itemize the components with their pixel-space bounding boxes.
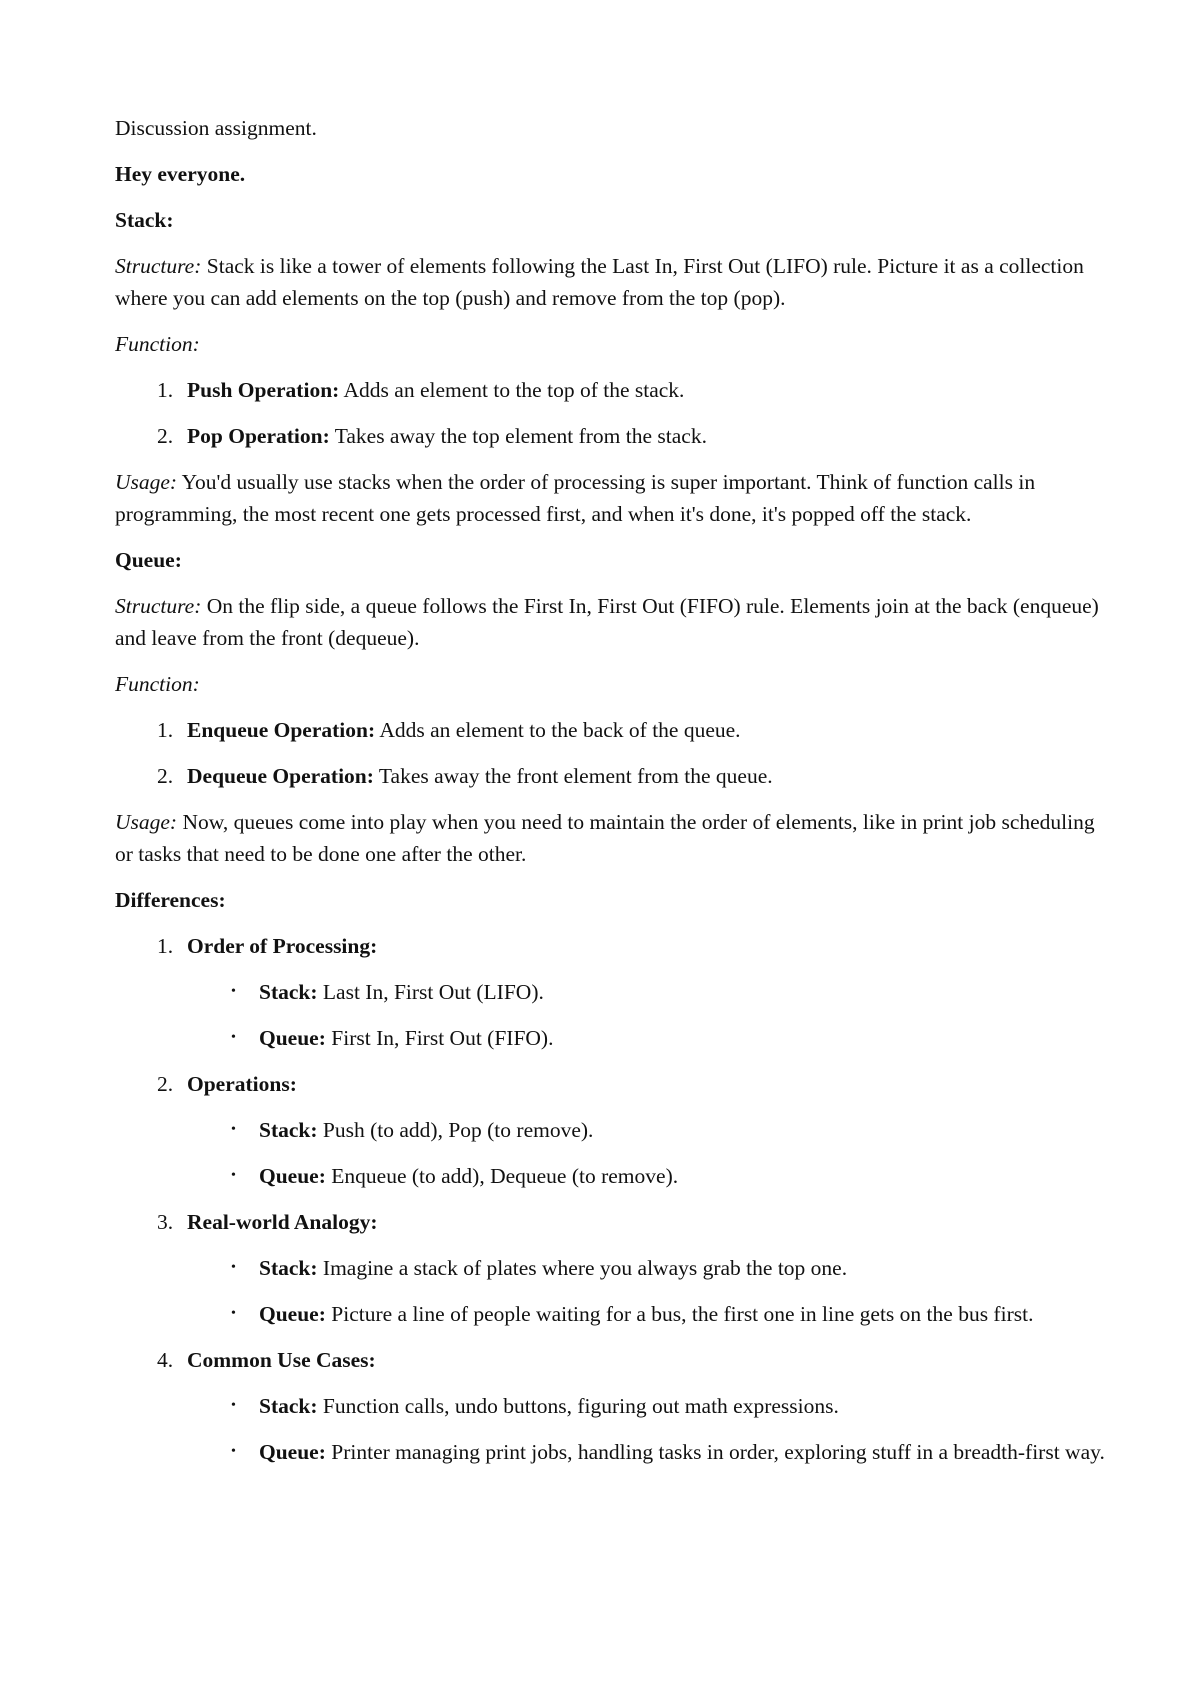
sublist-item <box>187 976 1105 1008</box>
queue-structure-label: Structure: <box>115 594 202 618</box>
queue-operations-list <box>115 714 1105 792</box>
operation-text: Adds an element to the back of the queue. <box>375 718 741 742</box>
sublist-item <box>187 1252 1105 1284</box>
stack-usage-text: You'd usually use stacks when the order of processing is super important. Think of function calls in programming, the most recent one gets processed first, and when it's done, it's popped off the stack. <box>115 470 1036 526</box>
bullet-icon: • <box>231 1030 236 1045</box>
stack-heading: Stack: <box>115 208 174 232</box>
list-item <box>115 714 1105 746</box>
document-header: Discussion assignment. <box>115 116 317 140</box>
sub-text: Function calls, undo buttons, figuring out math expressions. <box>317 1394 839 1418</box>
list-item <box>115 930 1105 1054</box>
list-number: 2. <box>157 424 174 448</box>
sublist-item <box>187 1160 1105 1192</box>
sub-text: Imagine a stack of plates where you always grab the top one. <box>317 1256 848 1280</box>
difference-title: Operations: <box>187 1072 297 1096</box>
sublist-item <box>187 1436 1105 1468</box>
difference-sublist <box>187 976 1105 1054</box>
difference-title: Real-world Analogy: <box>187 1210 378 1234</box>
list-number: 1. <box>157 378 174 402</box>
sub-label: Queue: <box>259 1440 326 1464</box>
operation-label: Pop Operation: <box>187 424 330 448</box>
stack-usage-paragraph <box>115 466 1105 530</box>
differences-heading: Differences: <box>115 888 226 912</box>
list-item <box>115 374 1105 406</box>
stack-structure-paragraph <box>115 250 1105 314</box>
list-number: 3. <box>157 1210 174 1234</box>
stack-function-label: Function: <box>115 332 200 356</box>
stack-usage-label: Usage: <box>115 470 178 494</box>
sub-label: Stack: <box>259 1256 318 1280</box>
stack-structure-label: Structure: <box>115 254 202 278</box>
bullet-icon: • <box>231 1306 236 1321</box>
sub-text: Last In, First Out (LIFO). <box>317 980 544 1004</box>
operation-text: Takes away the top element from the stack. <box>329 424 707 448</box>
list-item <box>115 420 1105 452</box>
bullet-icon: • <box>231 1122 236 1137</box>
stack-operations-list <box>115 374 1105 452</box>
difference-title: Common Use Cases: <box>187 1348 376 1372</box>
queue-structure-paragraph <box>115 590 1105 654</box>
sub-label: Stack: <box>259 1118 318 1142</box>
sub-label: Queue: <box>259 1164 326 1188</box>
list-item <box>115 1206 1105 1330</box>
operation-label: Enqueue Operation: <box>187 718 376 742</box>
sub-text: First In, First Out (FIFO). <box>325 1026 554 1050</box>
bullet-icon: • <box>231 1168 236 1183</box>
sub-label: Queue: <box>259 1026 326 1050</box>
difference-sublist <box>187 1390 1105 1468</box>
sublist-item <box>187 1390 1105 1422</box>
operation-text: Takes away the front element from the queue. <box>373 764 773 788</box>
list-number: 2. <box>157 1072 174 1096</box>
difference-title: Order of Processing: <box>187 934 378 958</box>
bullet-icon: • <box>231 1444 236 1459</box>
queue-function-label: Function: <box>115 672 200 696</box>
queue-structure-text: On the flip side, a queue follows the First In, First Out (FIFO) rule. Elements join at the back (enqueue) and leave from the front (dequeue). <box>115 594 1099 650</box>
sub-text: Enqueue (to add), Dequeue (to remove). <box>325 1164 679 1188</box>
list-item <box>115 760 1105 792</box>
list-number: 1. <box>157 718 174 742</box>
list-item <box>115 1068 1105 1192</box>
sub-text: Picture a line of people waiting for a bus, the first one in line gets on the bus first. <box>325 1302 1034 1326</box>
operation-label: Push Operation: <box>187 378 340 402</box>
operation-label: Dequeue Operation: <box>187 764 374 788</box>
list-item <box>115 1344 1105 1468</box>
sublist-item <box>187 1298 1105 1330</box>
sub-text: Printer managing print jobs, handling tasks in order, exploring stuff in a breadth-first way. <box>325 1440 1105 1464</box>
list-number: 2. <box>157 764 174 788</box>
queue-usage-text: Now, queues come into play when you need to maintain the order of elements, like in print job scheduling or tasks that need to be done one after the other. <box>115 810 1095 866</box>
sublist-item <box>187 1022 1105 1054</box>
list-number: 1. <box>157 934 174 958</box>
queue-usage-paragraph <box>115 806 1105 870</box>
bullet-icon: • <box>231 1398 236 1413</box>
difference-sublist <box>187 1114 1105 1192</box>
operation-text: Adds an element to the top of the stack. <box>339 378 685 402</box>
queue-heading: Queue: <box>115 548 182 572</box>
differences-list <box>115 930 1105 1468</box>
queue-usage-label: Usage: <box>115 810 178 834</box>
sublist-item <box>187 1114 1105 1146</box>
sub-label: Queue: <box>259 1302 326 1326</box>
list-number: 4. <box>157 1348 174 1372</box>
sub-label: Stack: <box>259 1394 318 1418</box>
sub-text: Push (to add), Pop (to remove). <box>317 1118 594 1142</box>
stack-structure-text: Stack is like a tower of elements following the Last In, First Out (LIFO) rule. Picture it as a collection where you can add elements on the top (push) and remove from the top (pop). <box>115 254 1084 310</box>
bullet-icon: • <box>231 1260 236 1275</box>
greeting: Hey everyone. <box>115 162 246 186</box>
difference-sublist <box>187 1252 1105 1330</box>
document-body <box>115 112 1105 1482</box>
sub-label: Stack: <box>259 980 318 1004</box>
bullet-icon: • <box>231 984 236 999</box>
